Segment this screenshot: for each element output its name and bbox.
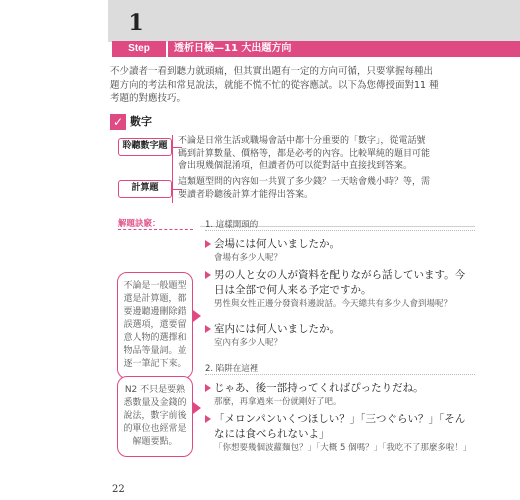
- arrow-right-icon: [193, 310, 201, 322]
- example-jp: 男の人と女の人が資料を配りながら話しています。今日は全部で何人来る予定ですか。: [214, 269, 466, 296]
- triangle-bullet-icon: [205, 325, 211, 333]
- example-zh: 那麼，再拿過來一份就剛好了吧。: [214, 397, 342, 407]
- example-jp: じゃあ、後一部持ってくればぴったりだね。: [214, 382, 424, 394]
- row-tag-listening: 聆聽數字題: [118, 138, 172, 156]
- tip-note-1: 不論是一般題型還是計算題，都要邊聽邊刪除錯誤選項，還要留意人物的選擇和物品等量詞。並逐一筆記下來。: [117, 272, 193, 379]
- example-item: [205, 268, 475, 310]
- subhead-underline: [205, 230, 475, 231]
- example-zh: 男性與女性正邊分發資料邊說話。今天總共有多少人會到場呢？: [214, 299, 453, 309]
- example-jp: 室内には何人いましたか。: [214, 323, 340, 335]
- example-jp: 「メロンパンいくつほしい？」「三つぐらい？」「そんなには食べられないよ」: [214, 413, 466, 440]
- example-item: [205, 381, 475, 408]
- row-tag-calculation: 計算題: [118, 180, 172, 198]
- page-title: 透析日檢—11 大出題方向: [174, 43, 292, 54]
- triangle-bullet-icon: [205, 384, 211, 392]
- step-label: Step: [112, 41, 166, 57]
- tips-label: 解題訣竅：: [118, 219, 161, 229]
- row-text-listening: 不論是日常生活或職場會話中都十分重要的「數字」，從電話號碼到計算數量、價格等，都是必考的內容。比較單純的題目可能會出現幾個混淆項，但讀者仍可以從對話中直接找到答案。: [178, 136, 431, 171]
- arrow-right-icon: [193, 402, 201, 414]
- example-item: [205, 412, 475, 454]
- triangle-bullet-icon: [205, 415, 211, 423]
- page-number: 22: [112, 484, 125, 495]
- checkmark-icon: ✓: [110, 114, 126, 130]
- tips-divider: [118, 229, 193, 230]
- row-divider: [172, 175, 173, 203]
- example-zh: 室內有多少人呢？: [214, 338, 283, 348]
- example-jp: 会場には何人いましたか。: [214, 238, 340, 250]
- triangle-bullet-icon: [205, 240, 211, 248]
- example-zh: 「你想要幾個波蘿麵包？」「大概 5 個嗎？」「我吃不了那麼多啦！」: [214, 443, 472, 453]
- example-zh: 會場有多少人呢？: [214, 253, 283, 263]
- example-item: [205, 322, 475, 349]
- example-subhead-1: 1. 這樣開頭的: [205, 220, 259, 230]
- intro-paragraph: 不少讀者一看到聽力就頭痛，但其實出題有一定的方向可循，只要掌握每種出題方向的考法和常見說法，就能不慌不忙的從容應試。以下為您傳授面對11 種考題的對應技巧。: [110, 66, 439, 104]
- tip-note-2: N2 不只是要熟悉數量及金錢的說法，數字前後的單位也經常是解題要點。: [117, 376, 193, 457]
- subhead-underline: [205, 374, 475, 375]
- header-band: [108, 0, 520, 42]
- section-title: 數字: [130, 115, 152, 128]
- step-number: 1: [128, 10, 144, 36]
- triangle-bullet-icon: [205, 271, 211, 279]
- row-text-calculation: 這類題型問的內容如一共買了多少錢？一天啥會幾小時？等，需要讀者聆聽後計算才能得出答案。: [178, 177, 431, 200]
- example-subhead-2: 2. 陷阱在這裡: [205, 364, 259, 374]
- row-divider: [172, 135, 173, 175]
- example-item: [205, 237, 475, 264]
